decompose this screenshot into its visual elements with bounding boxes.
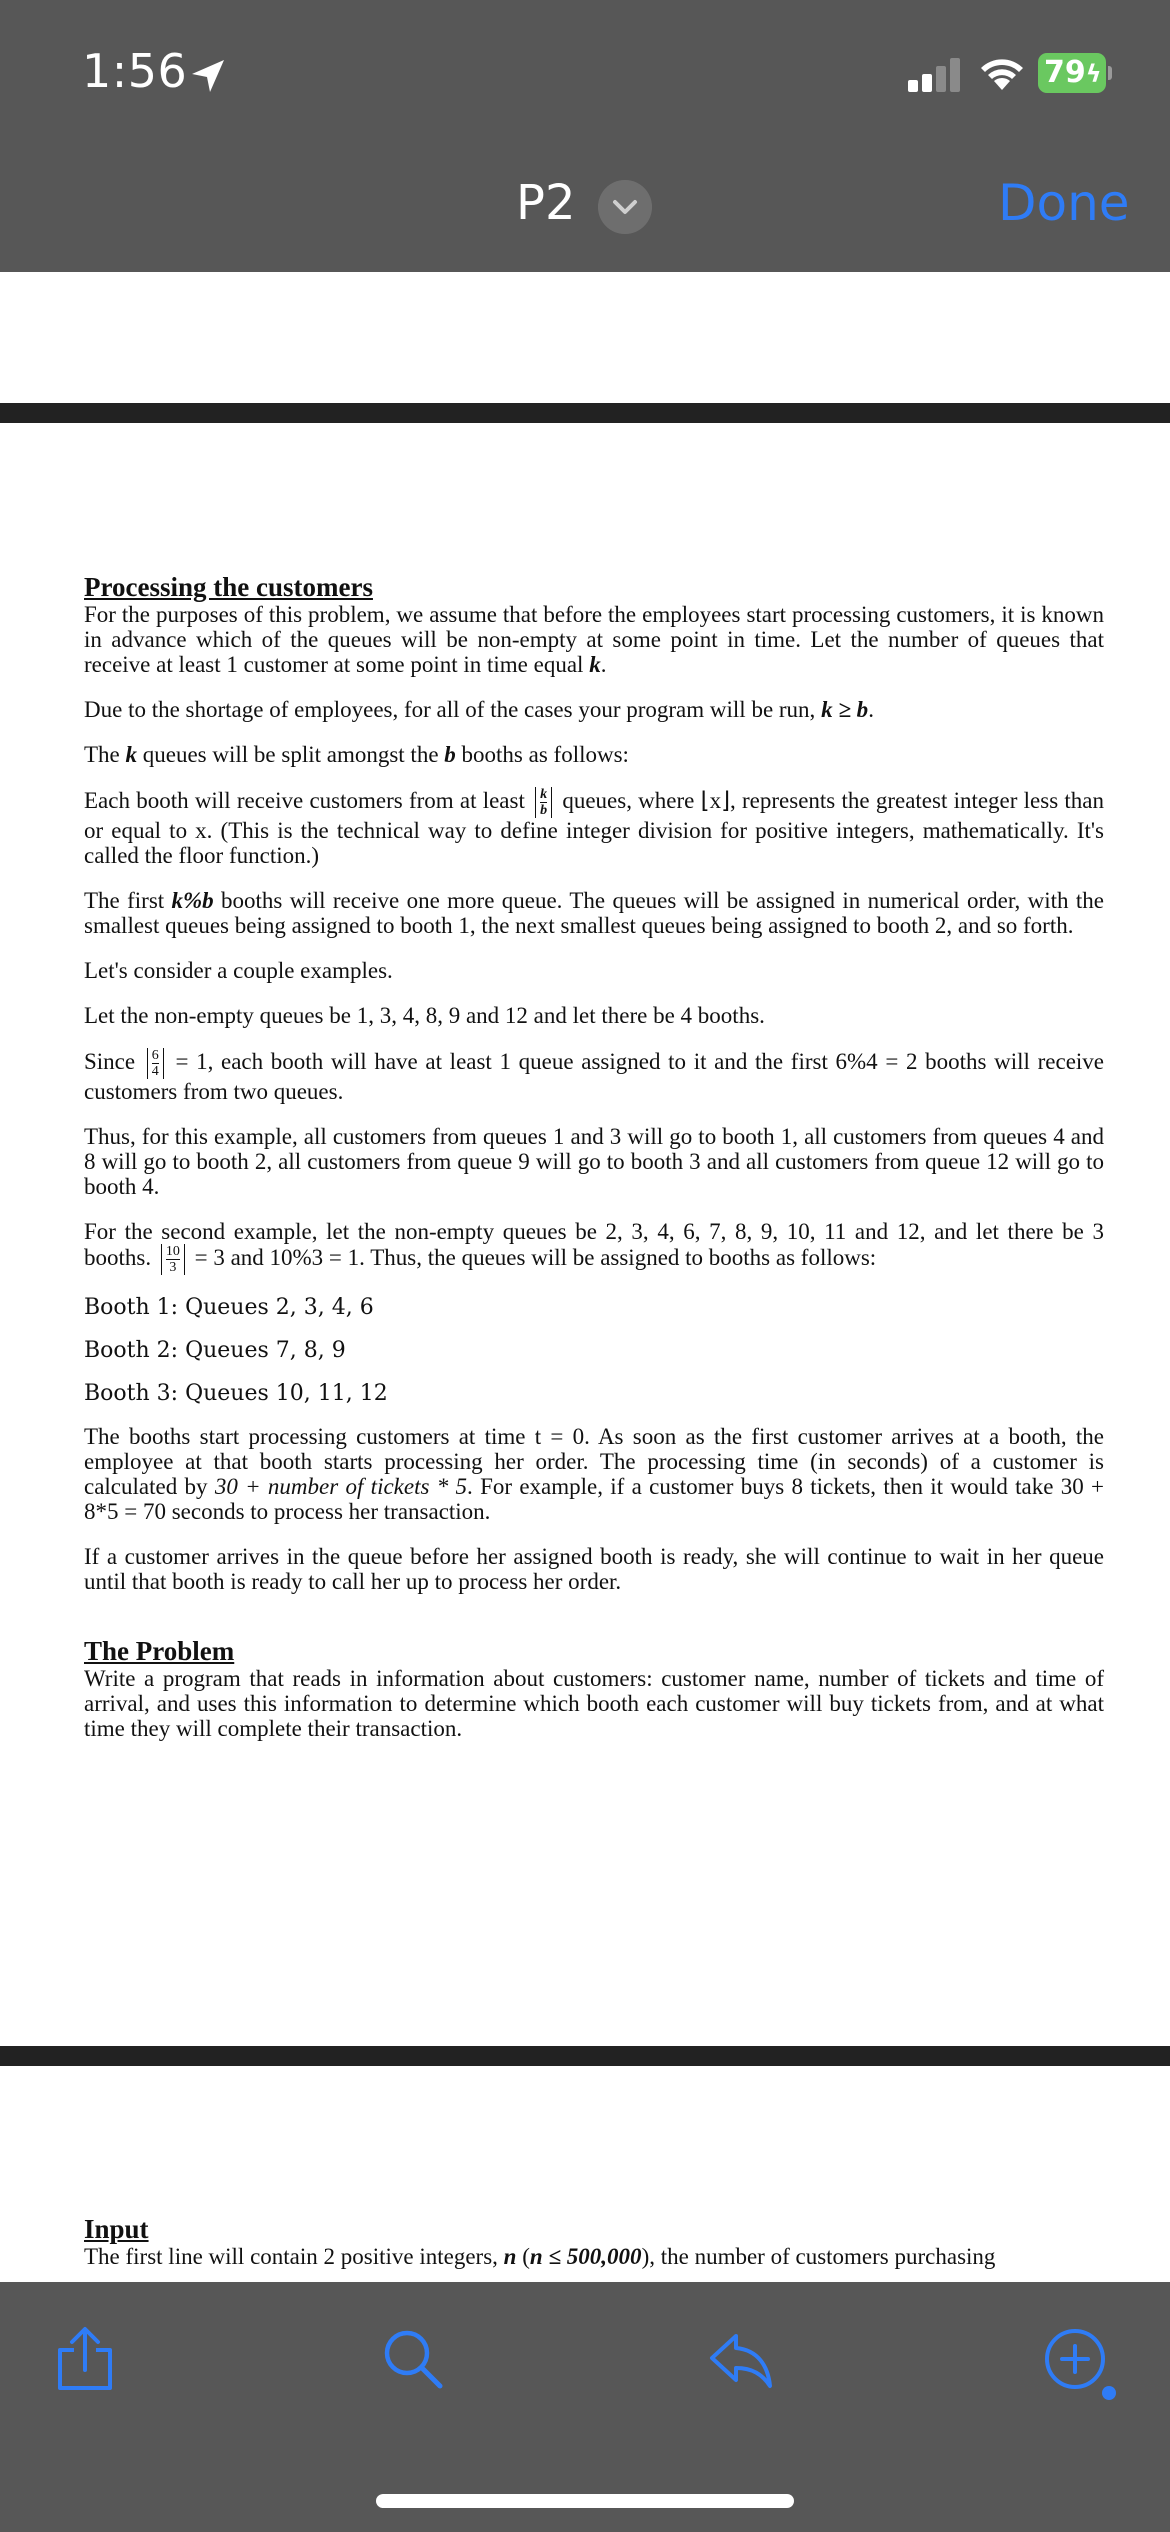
- search-icon[interactable]: [378, 2324, 448, 2394]
- paragraph: The first k%b booths will receive one more queue. The queues will be assigned in numerical order, with the smallest queues being assigned to booth 1, the next smallest queues being assigned to booth 2, and so forth.: [84, 888, 1104, 938]
- paragraph: The booths start processing customers at time t = 0. As soon as the first customer arrives at a booth, the employee at that booth starts processing her order. The processing time (in seconds) of a customer is calculated by 30 + number of tickets * 5. For example, if a customer buys 8 tickets, then it would take 30 + 8*5 = 70 seconds to process her transaction.: [84, 1424, 1104, 1524]
- booth-assignment-1: Booth 1: Queues 2, 3, 4, 6: [84, 1295, 374, 1320]
- charging-bolt-icon: ϟ: [1085, 60, 1102, 88]
- paragraph: For the second example, let the non-empty queues be 2, 3, 4, 6, 7, 8, 9, 10, 11 and 12, and let there be 3 booths. $\frac{10}{3}$ = 3 and 10%3 = 1. Thus, the queues will be assigned to booths as follows:: [84, 1219, 1104, 1275]
- paragraph: Write a program that reads in information about customers: customer name, number of tickets and time of arrival, and uses this information to determine which booth each customer will buy tickets from, and at what time they will complete their transaction.: [84, 1666, 1104, 1741]
- section-heading-problem: The Problem: [84, 1636, 235, 1666]
- share-icon[interactable]: [50, 2324, 120, 2394]
- battery-indicator: [1038, 53, 1112, 93]
- paragraph: For the purposes of this problem, we assume that before the employees start processing customers, it is known in advance which of the queues will be non-empty at some point in time. Let the number of queues that receive at least 1 customer at some point in time equal k.: [84, 602, 1104, 677]
- booth-assignment-3: Booth 3: Queues 10, 11, 12: [84, 1381, 388, 1406]
- page-separator: [0, 2046, 1170, 2066]
- reply-icon[interactable]: [706, 2324, 776, 2394]
- document-page: [84, 572, 1104, 1761]
- paragraph: Thus, for this example, all customers from queues 1 and 3 will go to booth 1, all customers from queues 4 and 8 will go to booth 2, all customers from queue 9 will go to booth 3 and all customers from queue 12 will go to booth 4.: [84, 1124, 1104, 1199]
- paragraph: The first line will contain 2 positive integers, n (n ≤ 500,000), the number of customers purchasing: [84, 2244, 996, 2269]
- section-heading-processing: Processing the customers: [84, 572, 373, 602]
- paragraph: The k queues will be split amongst the b booths as follows:: [84, 742, 629, 767]
- floor-fraction: $\frac{6}{4}$: [147, 1048, 164, 1079]
- paragraph: Each booth will receive customers from at least $\frac{k}{b}$ queues, where ⌊x⌋, represents the greatest integer less than or equal to x. (This is the technical way to define integer division for positive integers, mathematically. It's called the floor function.): [84, 787, 1104, 868]
- paragraph: Let the non-empty queues be 1, 3, 4, 8, 9 and 12 and let there be 4 booths.: [84, 1003, 765, 1028]
- booth-assignment-2: Booth 2: Queues 7, 8, 9: [84, 1338, 346, 1363]
- document-title[interactable]: P2: [516, 175, 576, 231]
- markup-icon[interactable]: [1040, 2324, 1120, 2404]
- floor-fraction: $\frac{10}{3}$: [161, 1244, 185, 1275]
- top-bar: [0, 0, 1170, 272]
- chevron-down-icon[interactable]: [598, 180, 652, 234]
- paragraph: If a customer arrives in the queue before her assigned booth is ready, she will continue to wait in her queue until that booth is ready to call her up to process her order.: [84, 1544, 1104, 1594]
- paragraph: Since $\frac{6}{4}$ = 1, each booth will have at least 1 queue assigned to it and the first 6%4 = 2 booths will receive customers from two queues.: [84, 1048, 1105, 1104]
- document-page-2: [84, 2214, 1104, 2280]
- page-separator: [0, 403, 1170, 423]
- status-time: 1:56: [82, 44, 188, 98]
- battery-percent: 79: [1044, 55, 1086, 90]
- section-heading-input: Input: [84, 2214, 149, 2244]
- floor-fraction: $\frac{k}{b}$: [535, 787, 552, 818]
- home-indicator: [376, 2494, 794, 2508]
- wifi-icon: [978, 52, 1026, 92]
- done-button[interactable]: Done: [998, 174, 1130, 232]
- location-arrow-icon: [188, 56, 228, 96]
- paragraph: Let's consider a couple examples.: [84, 958, 393, 983]
- paragraph: Due to the shortage of employees, for all of the cases your program will be run, k ≥ b.: [84, 697, 874, 722]
